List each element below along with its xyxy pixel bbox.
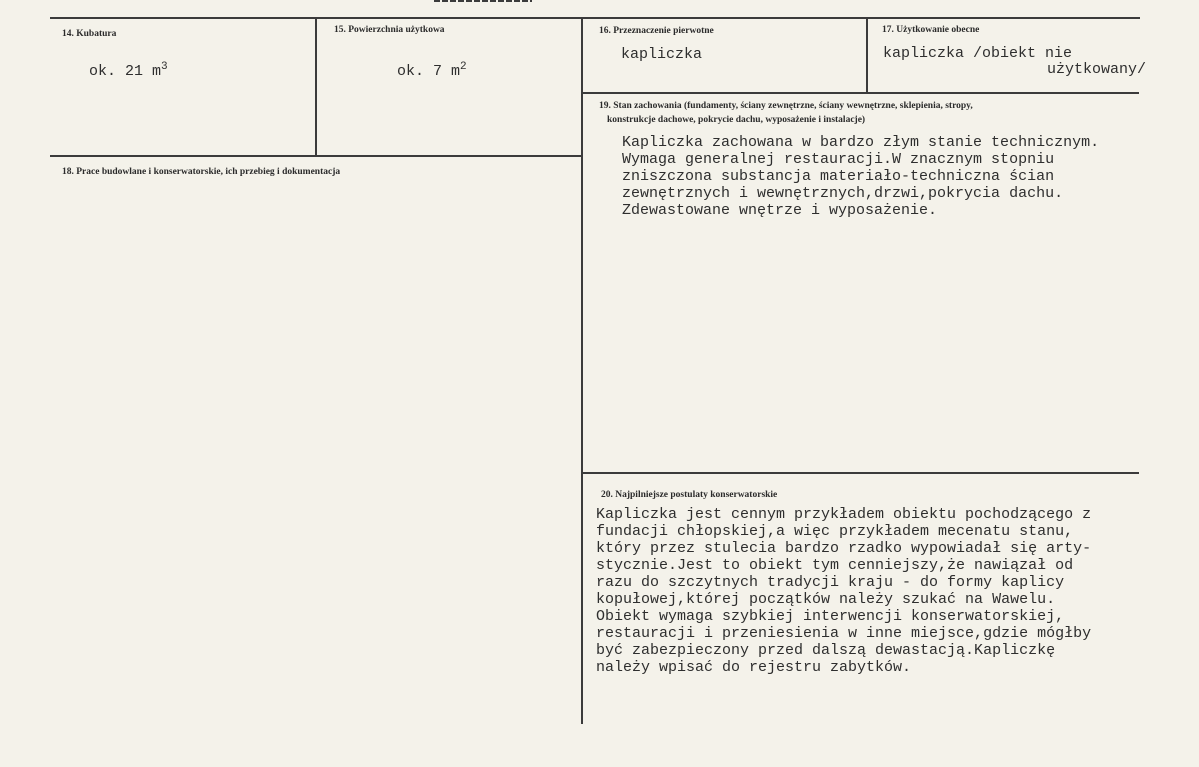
field-19-label-line-1: 19. Stan zachowania (fundamenty, ściany zewnętrzne, ściany wewnętrzne, sklepienia, stropy,: [599, 101, 973, 111]
field-15-value: [397, 63, 467, 81]
field-19-line: Kapliczka zachowana w bardzo złym stanie technicznym.: [622, 134, 1100, 151]
field-15-value-unit-exp: 2: [460, 61, 467, 73]
field-20-line: Kapliczka jest cennym przykładem obiektu pochodzącego z: [596, 506, 1092, 523]
field-20-line: Obiekt wymaga szybkiej interwencji konserwatorskiej,: [596, 608, 1065, 625]
field-20-line: który przez stulecia bardzo rzadko wypowiadał się arty-: [596, 540, 1092, 557]
top-rule: [50, 17, 1140, 19]
rule-below-14-15: [50, 155, 583, 157]
divider-14-15: [315, 17, 317, 157]
field-14-label: 14. Kubatura: [62, 29, 117, 39]
field-14-value-text: ok. 21 m: [89, 63, 162, 80]
field-20-line: restauracji i przeniesienia w inne miejsce,gdzie mógłby: [596, 625, 1092, 642]
field-16-value: kapliczka: [621, 46, 703, 63]
field-20-line: fundacji chłopskiej,a więc przykładem mecenatu stanu,: [596, 523, 1074, 540]
field-14-value: [89, 63, 168, 81]
top-dash-mark: [434, 0, 532, 2]
field-15-label: 15. Powierzchnia użytkowa: [334, 25, 445, 35]
field-20-label: 20. Najpilniejsze postulaty konserwatorskie: [601, 490, 778, 500]
field-20-line: należy wpisać do rejestru zabytków.: [596, 659, 912, 676]
field-20-line: być zabezpieczony przed dalszą dewastacją.Kapliczkę: [596, 642, 1056, 659]
field-17-value-line-2: użytkowany/: [1047, 61, 1147, 78]
field-16-label: 16. Przeznaczenie pierwotne: [599, 26, 714, 36]
field-18-label: 18. Prace budowlane i konserwatorskie, ich przebieg i dokumentacja: [62, 167, 341, 177]
field-19-label-line-2: konstrukcje dachowe, pokrycie dachu, wyposażenie i instalacje): [607, 115, 866, 125]
field-17-label: 17. Użytkowanie obecne: [882, 25, 980, 35]
rule-below-19: [583, 472, 1139, 474]
field-19-line: Zdewastowane wnętrze i wyposażenie.: [622, 202, 938, 219]
field-20-line: stycznie.Jest to obiekt tym cenniejszy,że nawiązał od: [596, 557, 1074, 574]
field-19-line: Wymaga generalnej restauracji.W znacznym stopniu: [622, 151, 1055, 168]
divider-main-vertical: [581, 17, 583, 724]
field-20-line: kopułowej,której początków należy szukać na Wawelu.: [596, 591, 1056, 608]
field-17-value-line-1: kapliczka /obiekt nie: [883, 45, 1073, 62]
field-19-line: zniszczona substancja materiało-techniczna ścian: [622, 168, 1055, 185]
field-19-line: zewnętrznych i wewnętrznych,drzwi,pokrycia dachu.: [622, 185, 1064, 202]
field-14-value-unit-exp: 3: [161, 61, 168, 73]
field-15-value-text: ok. 7 m: [397, 63, 461, 80]
rule-below-16-17: [583, 92, 1139, 94]
divider-16-17: [866, 17, 868, 93]
field-20-line: razu do szczytnych tradycji kraju - do formy kaplicy: [596, 574, 1065, 591]
